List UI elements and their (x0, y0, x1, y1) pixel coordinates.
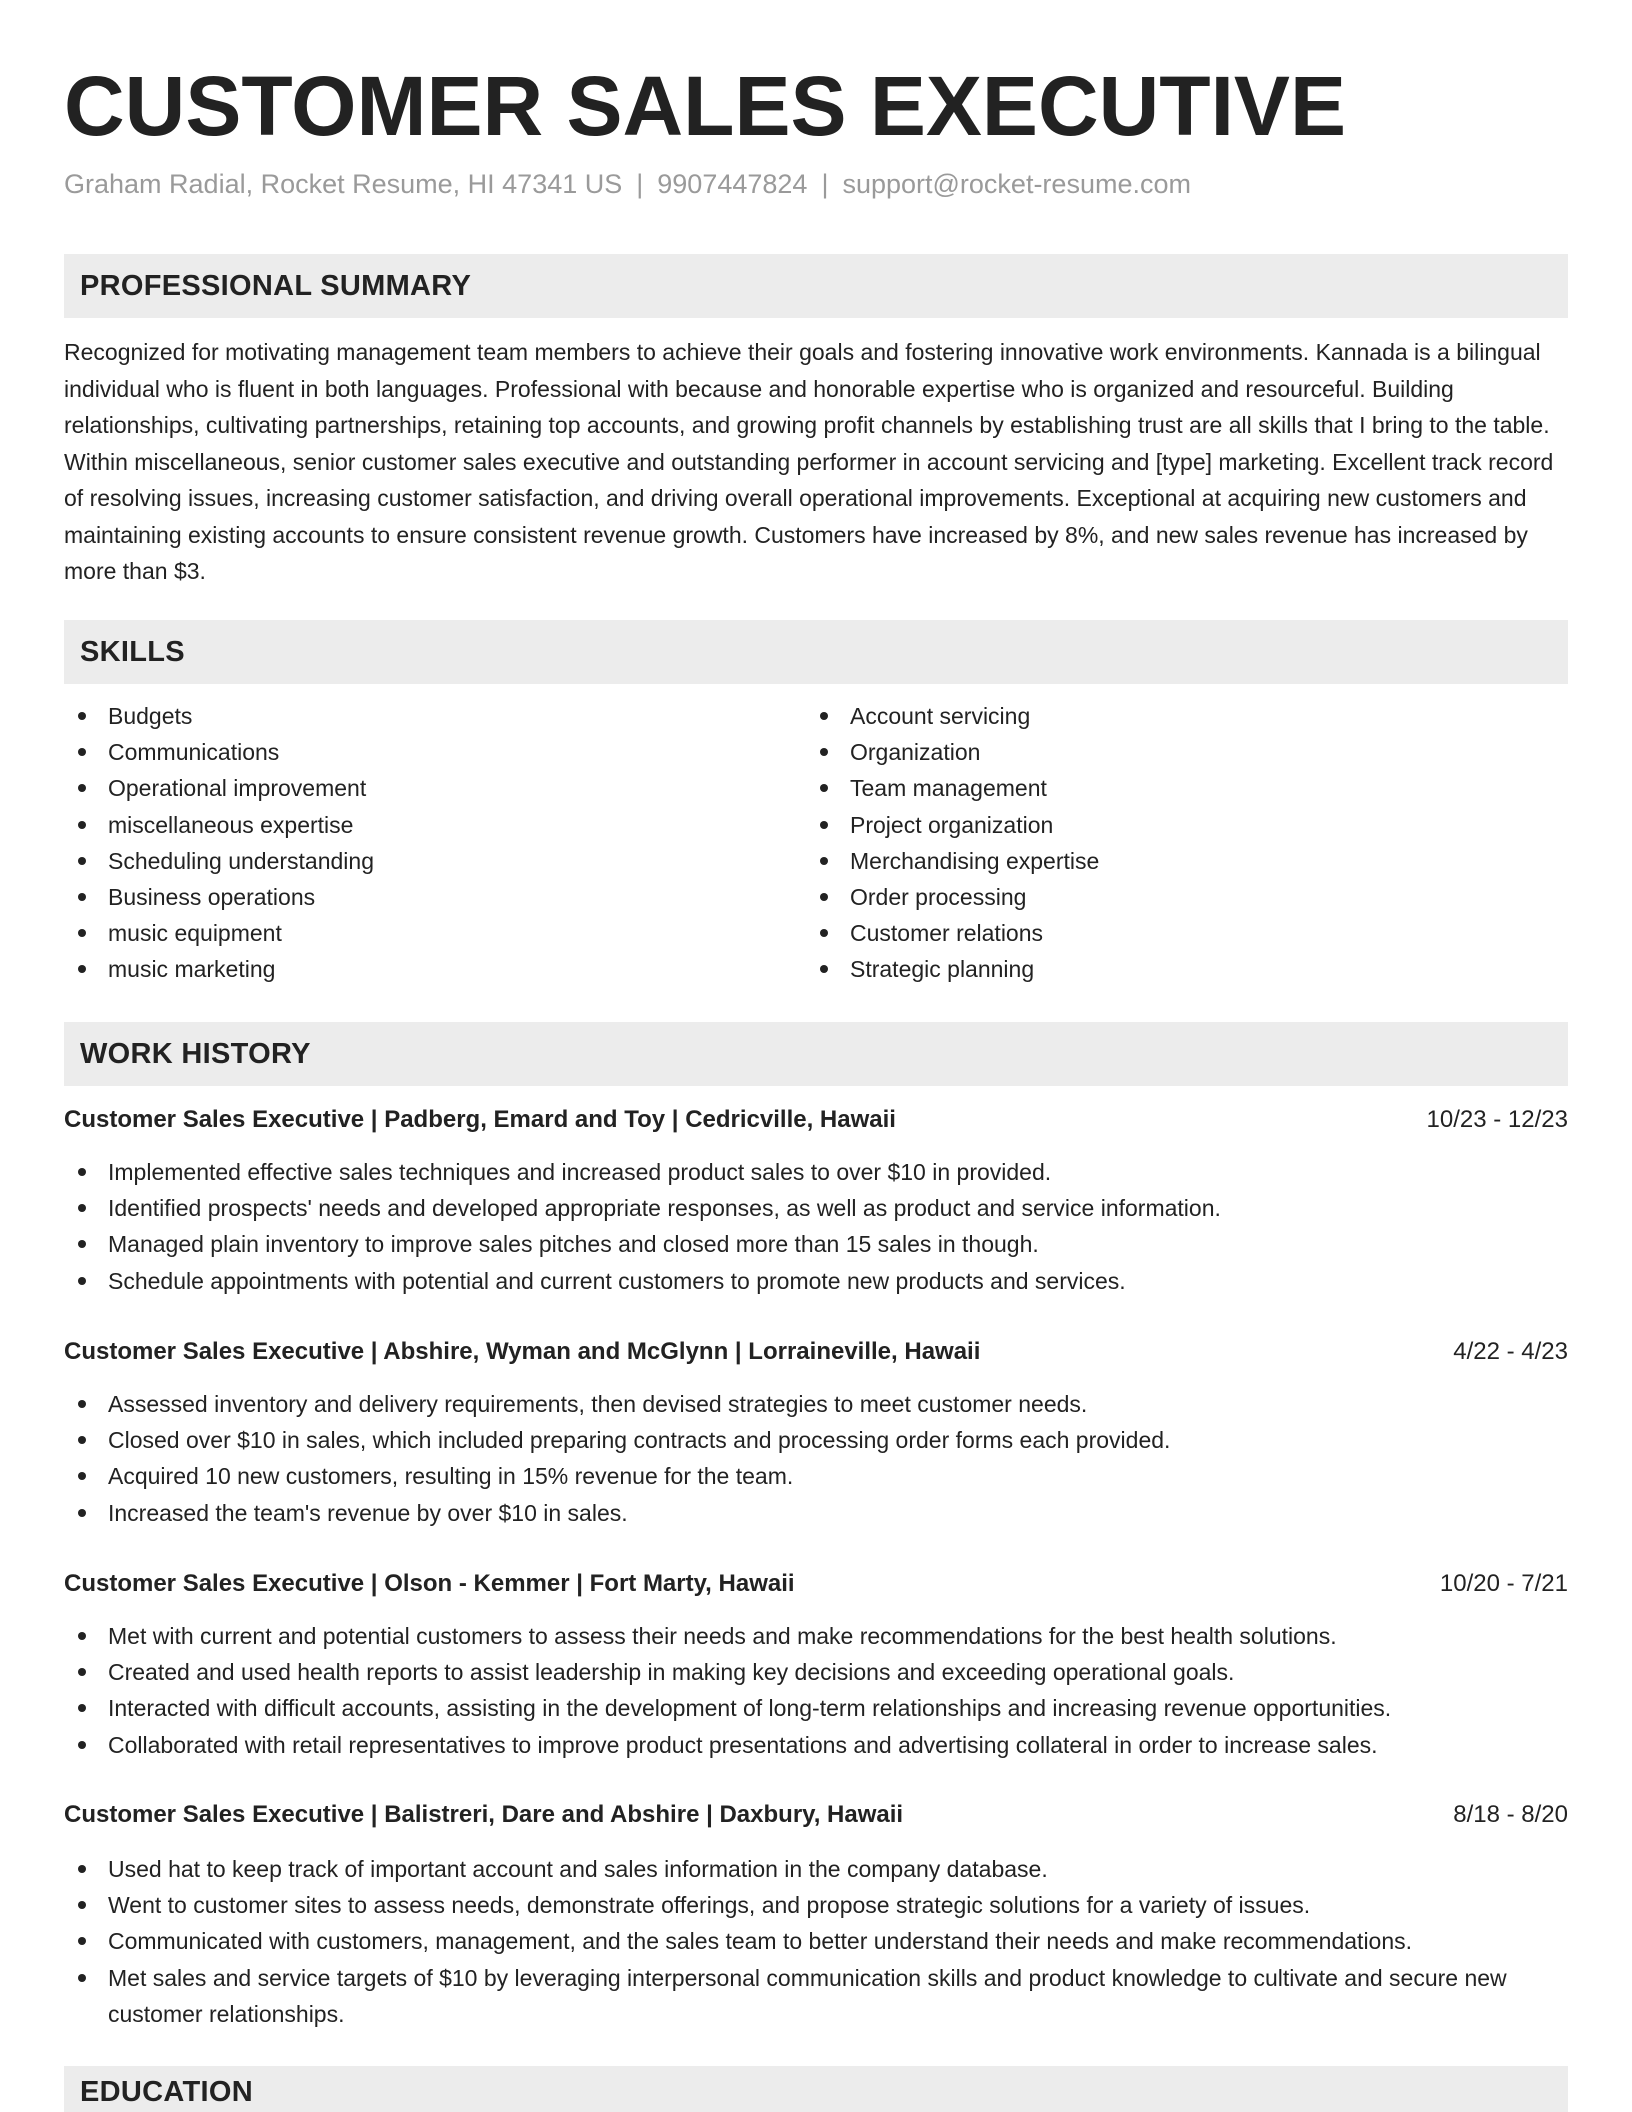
job-dates: 10/20 - 7/21 (1439, 1570, 1568, 1597)
skill-item (806, 698, 1099, 734)
section-heading: WORK HISTORY (80, 1037, 311, 1070)
section-heading: SKILLS (80, 635, 185, 668)
job-bullet (64, 1190, 1568, 1226)
job-bullet (64, 1654, 1568, 1690)
bullet-icon (78, 1741, 86, 1749)
skill-label: Team management (850, 775, 1047, 802)
contact-phone: 9907447824 (657, 169, 808, 199)
bullet-icon (78, 1974, 86, 1982)
bullet-icon (78, 1204, 86, 1212)
skill-label: Strategic planning (850, 956, 1035, 983)
skill-item (806, 879, 1099, 915)
skill-label: Account servicing (850, 703, 1031, 729)
bullet-icon (78, 1668, 86, 1676)
bullet-icon (78, 748, 86, 756)
job-bullet-text: Interacted with difficult accounts, assisting in the development of long-term relationships and increasing revenue opportunities. (108, 1695, 1392, 1722)
contact-address: Graham Radial, Rocket Resume, HI 47341 US (64, 169, 623, 199)
skill-item (64, 698, 374, 734)
bullet-icon (78, 893, 86, 901)
job-title: Customer Sales Executive | Padberg, Emard and Toy | Cedricville, Hawaii (64, 1106, 896, 1133)
bullet-icon (820, 965, 828, 973)
skill-label: Operational improvement (108, 775, 367, 802)
job-dates: 10/23 - 12/23 (1426, 1106, 1568, 1133)
skill-label: Merchandising expertise (850, 847, 1100, 874)
job-bullet (64, 1495, 1568, 1531)
bullet-icon (78, 1632, 86, 1640)
job-bullet (64, 1154, 1568, 1190)
job-title: Customer Sales Executive | Olson - Kemmer | Fort Marty, Hawaii (64, 1570, 795, 1597)
job-bullet (64, 1851, 1568, 1887)
skills-column-left (64, 698, 374, 988)
bullet-icon (820, 712, 828, 720)
job-bullets (64, 1851, 1568, 2032)
skill-label: Order processing (850, 884, 1027, 911)
skill-label: Communications (108, 739, 280, 766)
bullet-icon (78, 1277, 86, 1285)
bullet-icon (78, 1240, 86, 1248)
skill-label: Organization (850, 739, 981, 766)
bullet-icon (78, 1472, 86, 1480)
bullet-icon (78, 1865, 86, 1873)
skill-item (806, 734, 1099, 770)
job-bullet (64, 1422, 1568, 1458)
resume-title: CUSTOMER SALES EXECUTIVE (64, 59, 1346, 153)
job-bullet-text: Collaborated with retail representatives to improve product presentations and advertising collateral in order to increase sales. (108, 1731, 1378, 1758)
job-bullet-text: Acquired 10 new customers, resulting in 15% revenue for the team. (108, 1463, 794, 1490)
job-bullets (64, 1386, 1568, 1531)
job-bullet-text: Created and used health reports to assist leadership in making key decisions and exceeding operational goals. (108, 1659, 1235, 1686)
section-heading: PROFESSIONAL SUMMARY (80, 269, 472, 302)
skill-label: Budgets (108, 703, 193, 729)
job-bullet-text: Met sales and service targets of $10 by leveraging interpersonal communication skills and product knowledge to cultivate and secure new customer relationships. (108, 1964, 1507, 2027)
bullet-icon (78, 1937, 86, 1945)
section-header-work-history (64, 1022, 1568, 1086)
job-bullet-text: Managed plain inventory to improve sales pitches and closed more than 15 sales in though. (108, 1231, 1039, 1258)
job-bullet (64, 1887, 1568, 1923)
skill-item (64, 879, 374, 915)
job-bullet-text: Schedule appointments with potential and current customers to promote new products and services. (108, 1267, 1126, 1294)
bullet-icon (78, 1901, 86, 1909)
skill-label: Project organization (850, 811, 1054, 838)
bullet-icon (78, 965, 86, 973)
bullet-icon (78, 1400, 86, 1408)
bullet-icon (78, 1704, 86, 1712)
job-bullets (64, 1154, 1568, 1299)
section-header-skills (64, 620, 1568, 684)
section-header-summary (64, 254, 1568, 318)
job-bullet (64, 1263, 1568, 1299)
section-header-education (64, 2066, 1568, 2112)
bullet-icon (78, 784, 86, 792)
skill-item (806, 807, 1099, 843)
bullet-icon (78, 929, 86, 937)
skill-label: Scheduling understanding (108, 847, 374, 874)
skills-column-right (806, 698, 1099, 988)
skill-label: Customer relations (850, 920, 1044, 947)
skill-item (64, 915, 374, 951)
job-bullet (64, 1690, 1568, 1726)
job-bullet (64, 1618, 1568, 1654)
skill-label: music equipment (108, 920, 282, 947)
skill-label: Business operations (108, 884, 316, 911)
job-bullet-text: Implemented effective sales techniques and increased product sales to over $10 in provided. (108, 1159, 1052, 1185)
skill-label: music marketing (108, 956, 276, 983)
bullet-icon (820, 821, 828, 829)
job-bullet-text: Went to customer sites to assess needs, demonstrate offerings, and propose strategic solutions for a variety of issues. (108, 1892, 1311, 1919)
skill-item (64, 734, 374, 770)
job-bullet (64, 1727, 1568, 1763)
bullet-icon (78, 1436, 86, 1444)
bullet-icon (820, 929, 828, 937)
summary-text: Recognized for motivating management team members to achieve their goals and fostering innovative work environments. Kannada is a bilingual individual who is fluent in both languages. Professional with because and honorable expertise who is organized and resourceful. Building relationships, cultivating partnerships, retaining top accounts, and growing profit channels by establishing trust are all skills that I bring to the table. Within miscellaneous, senior customer sales executive and outstanding performer in account servicing and [type] marketing. Excellent track record of resolving issues, increasing customer satisfaction, and driving overall operational improvements. Exceptional at acquiring new customers and maintaining existing accounts to ensure consistent revenue growth. Customers have increased by 8%, and new sales revenue has increased by more than $3. (64, 339, 1554, 584)
skill-item (64, 951, 374, 987)
job-bullet (64, 1386, 1568, 1422)
contact-separator: | (821, 169, 829, 199)
skill-item (64, 807, 374, 843)
job-title: Customer Sales Executive | Abshire, Wyman and McGlynn | Lorraineville, Hawaii (64, 1338, 981, 1365)
contact-email: support@rocket-resume.com (842, 169, 1191, 199)
skill-item (806, 770, 1099, 806)
contact-separator: | (636, 169, 644, 199)
job-bullets (64, 1618, 1568, 1763)
skill-item (806, 915, 1099, 951)
job-title: Customer Sales Executive | Balistreri, Dare and Abshire | Daxbury, Hawaii (64, 1801, 904, 1828)
job-dates: 4/22 - 4/23 (1453, 1338, 1568, 1365)
job-bullet (64, 1960, 1568, 2032)
skill-label: miscellaneous expertise (108, 811, 354, 838)
bullet-icon (820, 748, 828, 756)
job-bullet-text: Increased the team's revenue by over $10 in sales. (108, 1499, 628, 1526)
section-heading: EDUCATION (80, 2076, 253, 2108)
bullet-icon (820, 893, 828, 901)
job-bullet-text: Closed over $10 in sales, which included preparing contracts and processing order forms each provided. (108, 1427, 1171, 1454)
job-dates: 8/18 - 8/20 (1453, 1801, 1568, 1828)
job-bullet-text: Assessed inventory and delivery requirements, then devised strategies to meet customer needs. (108, 1391, 1088, 1417)
job-bullet-text: Communicated with customers, management, and the sales team to better understand their needs and make recommendations. (108, 1928, 1413, 1955)
job-bullet (64, 1923, 1568, 1959)
job-bullet (64, 1226, 1568, 1262)
bullet-icon (78, 857, 86, 865)
skill-item (64, 770, 374, 806)
job-bullet-text: Used hat to keep track of important account and sales information in the company database. (108, 1856, 1048, 1882)
skill-item (806, 951, 1099, 987)
job-bullet-text: Identified prospects' needs and developed appropriate responses, as well as product and service information. (108, 1195, 1221, 1222)
bullet-icon (820, 784, 828, 792)
bullet-icon (78, 1509, 86, 1517)
bullet-icon (78, 821, 86, 829)
bullet-icon (78, 1168, 86, 1176)
skill-item (64, 843, 374, 879)
bullet-icon (78, 712, 86, 720)
bullet-icon (820, 857, 828, 865)
job-bullet (64, 1458, 1568, 1494)
job-bullet-text: Met with current and potential customers to assess their needs and make recommendations for the best health solutions. (108, 1623, 1337, 1649)
skill-item (806, 843, 1099, 879)
contact-line (64, 164, 1191, 204)
